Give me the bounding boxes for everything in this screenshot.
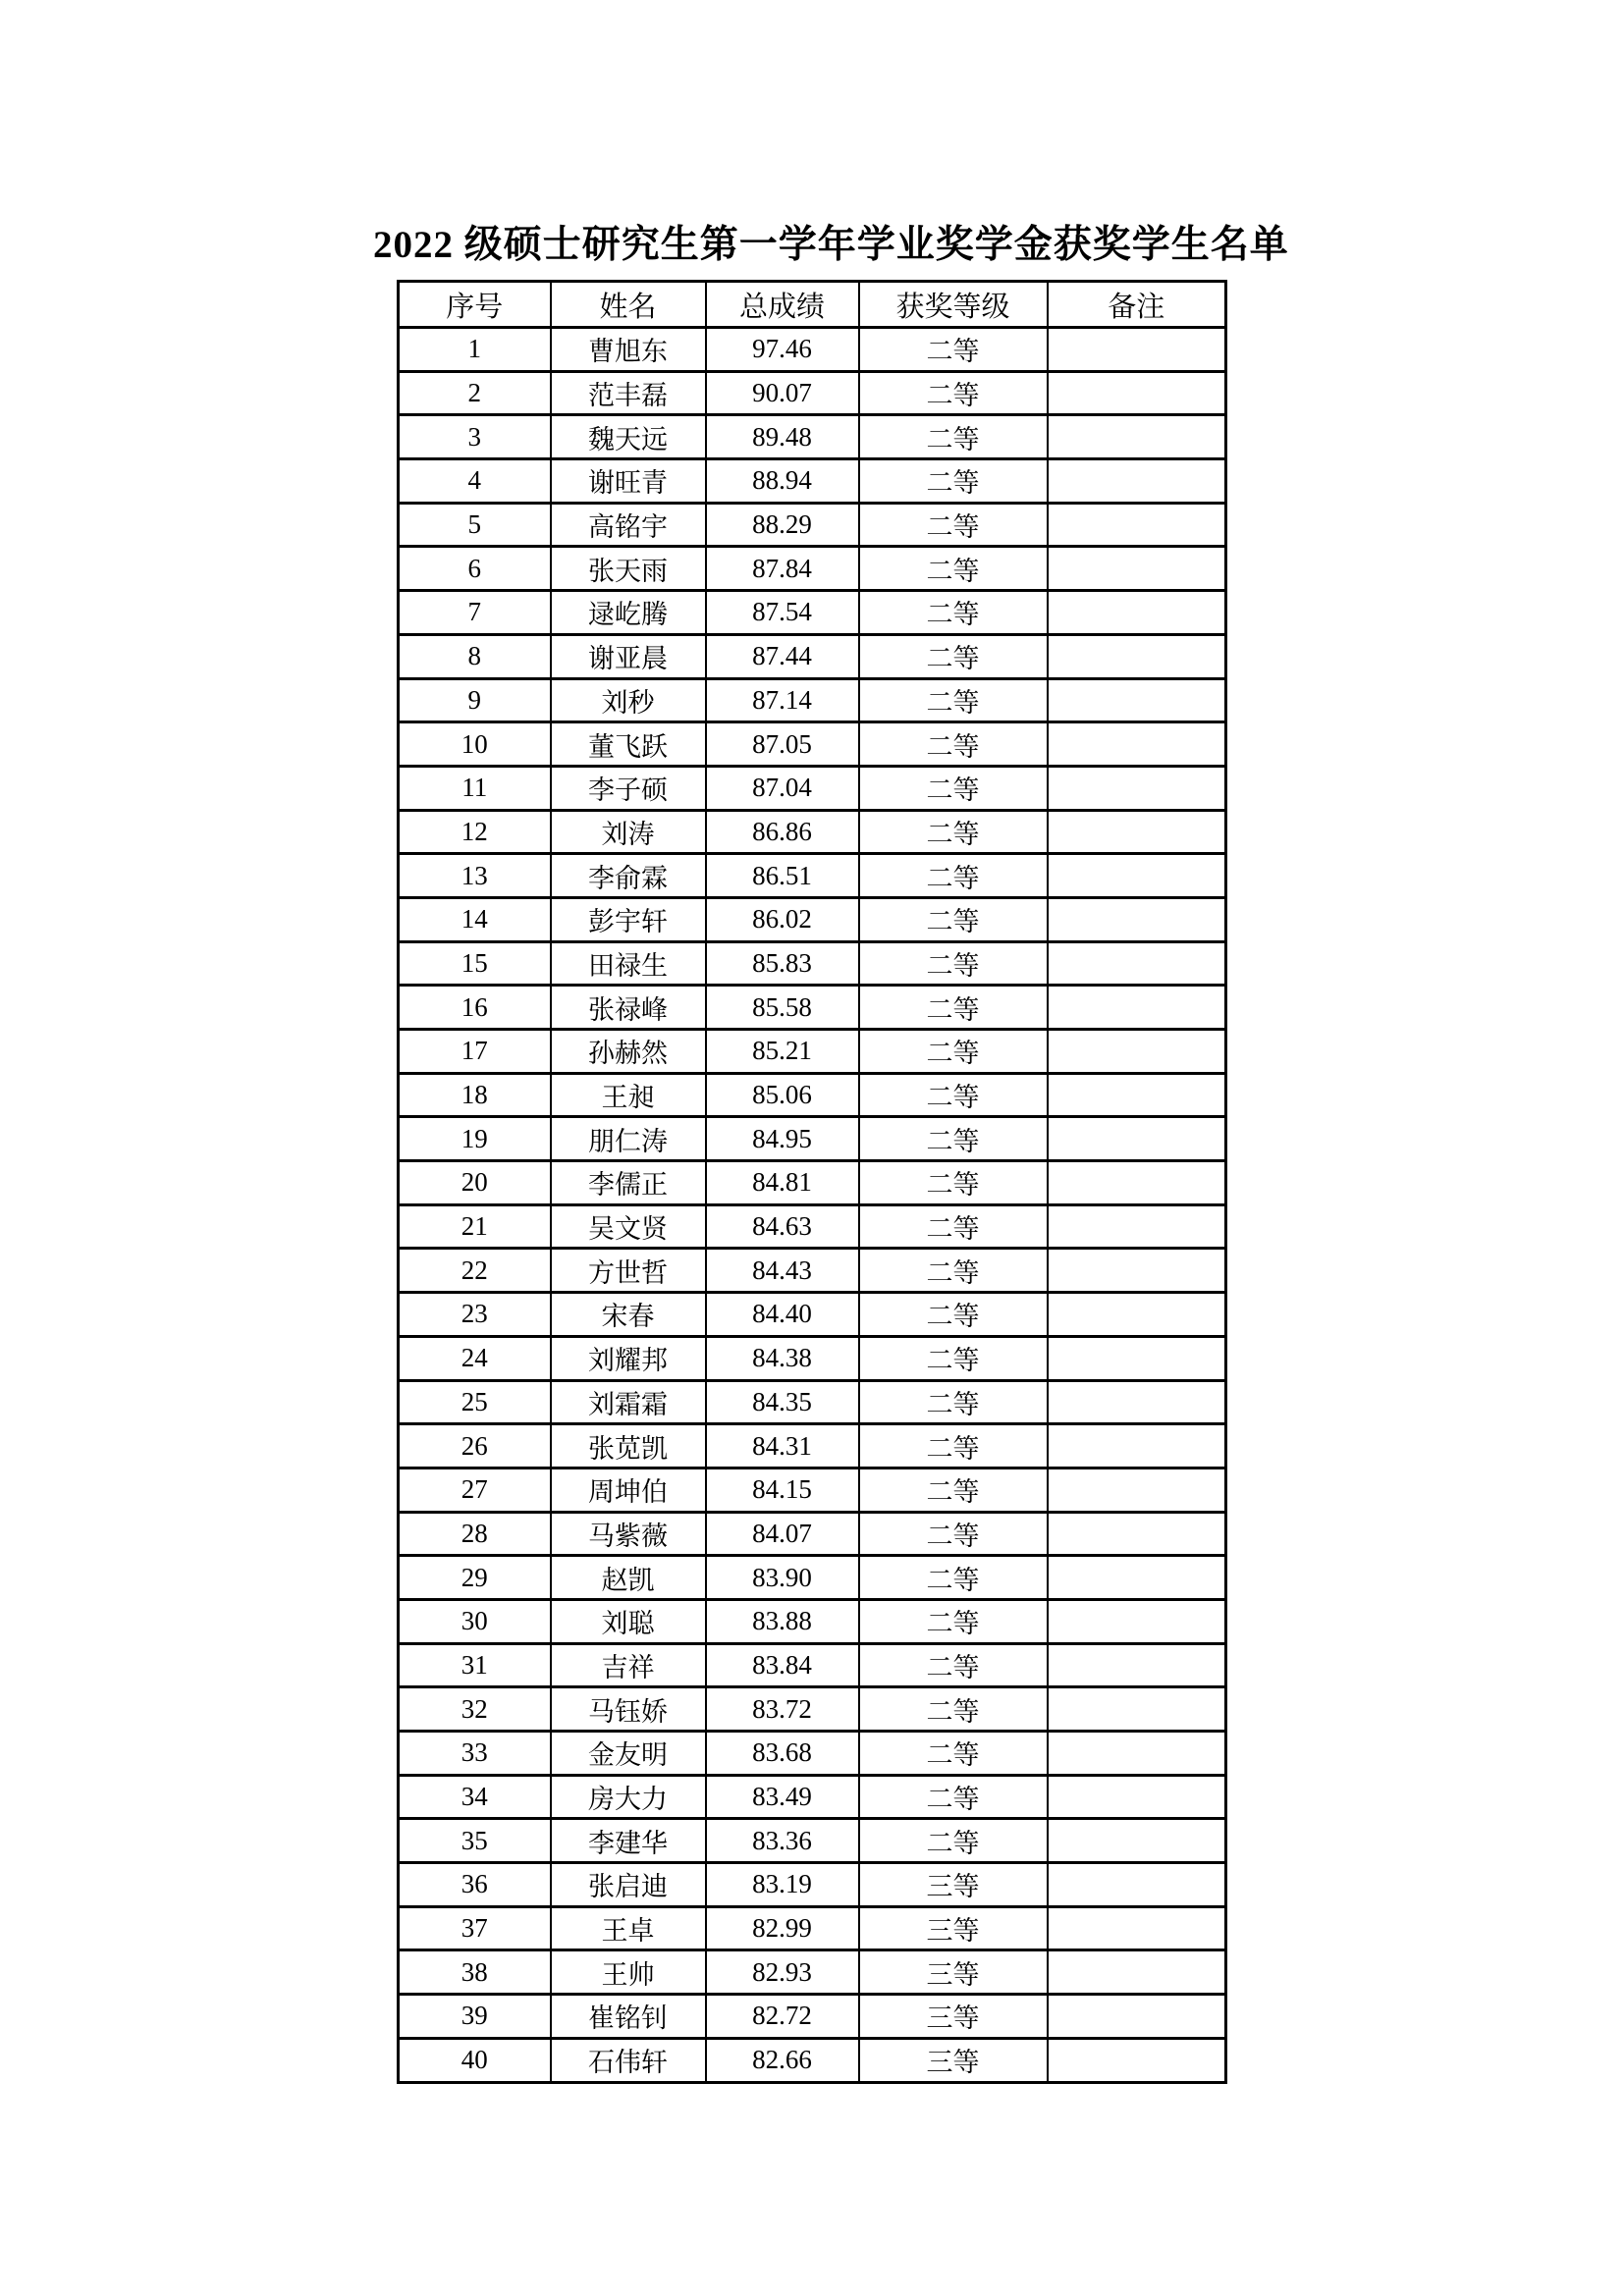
cell-name: 张启迪 xyxy=(551,1863,706,1907)
cell-no: 14 xyxy=(399,897,551,941)
cell-level: 二等 xyxy=(859,854,1048,898)
cell-no: 20 xyxy=(399,1161,551,1205)
table-row xyxy=(399,1161,1226,1205)
cell-score: 88.29 xyxy=(706,503,859,547)
cell-score: 97.46 xyxy=(706,328,859,372)
cell-level: 二等 xyxy=(859,1599,1048,1643)
cell-no: 6 xyxy=(399,547,551,591)
cell-level: 二等 xyxy=(859,897,1048,941)
table-row xyxy=(399,547,1226,591)
cell-level: 二等 xyxy=(859,1073,1048,1117)
cell-name: 房大力 xyxy=(551,1775,706,1819)
table-row xyxy=(399,1863,1226,1907)
cell-name: 逯屹腾 xyxy=(551,591,706,635)
table-row xyxy=(399,371,1226,415)
cell-name: 刘秒 xyxy=(551,678,706,722)
cell-score: 85.06 xyxy=(706,1073,859,1117)
cell-no: 38 xyxy=(399,1950,551,1995)
cell-score: 84.95 xyxy=(706,1117,859,1161)
cell-score: 84.81 xyxy=(706,1161,859,1205)
cell-score: 83.72 xyxy=(706,1687,859,1732)
cell-remark xyxy=(1048,547,1226,591)
document-title: 2022 级硕士研究生第一学年学业奖学金获奖学生名单 xyxy=(373,224,1289,266)
cell-no: 1 xyxy=(399,328,551,372)
table-body xyxy=(399,328,1226,2083)
cell-name: 李俞霖 xyxy=(551,854,706,898)
cell-level: 二等 xyxy=(859,1249,1048,1293)
cell-remark xyxy=(1048,371,1226,415)
cell-no: 40 xyxy=(399,2038,551,2082)
cell-level: 三等 xyxy=(859,1995,1048,2039)
cell-name: 魏天远 xyxy=(551,415,706,459)
cell-name: 刘聪 xyxy=(551,1599,706,1643)
cell-remark xyxy=(1048,1556,1226,1600)
cell-no: 35 xyxy=(399,1819,551,1863)
table-row xyxy=(399,1424,1226,1468)
cell-remark xyxy=(1048,591,1226,635)
cell-name: 马钰娇 xyxy=(551,1687,706,1732)
cell-name: 崔铭钊 xyxy=(551,1995,706,2039)
table-row xyxy=(399,1995,1226,2039)
header-remark: 备注 xyxy=(1048,282,1226,328)
table-row xyxy=(399,1775,1226,1819)
table-row xyxy=(399,722,1226,767)
cell-score: 89.48 xyxy=(706,415,859,459)
cell-level: 二等 xyxy=(859,1468,1048,1512)
table-row xyxy=(399,1380,1226,1424)
cell-level: 二等 xyxy=(859,1424,1048,1468)
cell-no: 17 xyxy=(399,1030,551,1074)
cell-score: 87.05 xyxy=(706,722,859,767)
table-row xyxy=(399,941,1226,986)
cell-name: 张天雨 xyxy=(551,547,706,591)
cell-no: 16 xyxy=(399,986,551,1030)
table-row xyxy=(399,1732,1226,1776)
cell-name: 孙赫然 xyxy=(551,1030,706,1074)
cell-level: 二等 xyxy=(859,1556,1048,1600)
cell-score: 87.84 xyxy=(706,547,859,591)
cell-level: 三等 xyxy=(859,2038,1048,2082)
table-row xyxy=(399,459,1226,504)
cell-no: 33 xyxy=(399,1732,551,1776)
cell-no: 10 xyxy=(399,722,551,767)
cell-remark xyxy=(1048,941,1226,986)
table-row xyxy=(399,328,1226,372)
cell-score: 90.07 xyxy=(706,371,859,415)
table-row xyxy=(399,1073,1226,1117)
cell-name: 田禄生 xyxy=(551,941,706,986)
cell-name: 石伟轩 xyxy=(551,2038,706,2082)
cell-remark xyxy=(1048,1293,1226,1337)
cell-no: 29 xyxy=(399,1556,551,1600)
table-row xyxy=(399,1599,1226,1643)
table-row xyxy=(399,503,1226,547)
cell-level: 二等 xyxy=(859,678,1048,722)
cell-no: 23 xyxy=(399,1293,551,1337)
cell-remark xyxy=(1048,1687,1226,1732)
cell-no: 9 xyxy=(399,678,551,722)
cell-name: 王昶 xyxy=(551,1073,706,1117)
cell-name: 宋春 xyxy=(551,1293,706,1337)
header-name: 姓名 xyxy=(551,282,706,328)
cell-remark xyxy=(1048,854,1226,898)
cell-score: 85.21 xyxy=(706,1030,859,1074)
table-row xyxy=(399,1468,1226,1512)
cell-remark xyxy=(1048,1512,1226,1556)
cell-name: 张禄峰 xyxy=(551,986,706,1030)
cell-name: 方世哲 xyxy=(551,1249,706,1293)
cell-score: 86.51 xyxy=(706,854,859,898)
table-row xyxy=(399,854,1226,898)
cell-no: 25 xyxy=(399,1380,551,1424)
cell-score: 87.54 xyxy=(706,591,859,635)
cell-name: 刘涛 xyxy=(551,810,706,854)
cell-name: 董飞跃 xyxy=(551,722,706,767)
header-no: 序号 xyxy=(399,282,551,328)
table-row xyxy=(399,591,1226,635)
cell-remark xyxy=(1048,810,1226,854)
cell-level: 二等 xyxy=(859,459,1048,504)
cell-no: 8 xyxy=(399,634,551,678)
cell-score: 84.31 xyxy=(706,1424,859,1468)
cell-level: 二等 xyxy=(859,1512,1048,1556)
cell-score: 82.66 xyxy=(706,2038,859,2082)
cell-level: 二等 xyxy=(859,810,1048,854)
cell-score: 83.19 xyxy=(706,1863,859,1907)
cell-remark xyxy=(1048,1336,1226,1380)
cell-no: 36 xyxy=(399,1863,551,1907)
cell-level: 二等 xyxy=(859,328,1048,372)
cell-name: 吉祥 xyxy=(551,1643,706,1687)
cell-score: 84.07 xyxy=(706,1512,859,1556)
cell-remark xyxy=(1048,1819,1226,1863)
cell-remark xyxy=(1048,1073,1226,1117)
table-row xyxy=(399,986,1226,1030)
cell-name: 刘耀邦 xyxy=(551,1336,706,1380)
cell-remark xyxy=(1048,415,1226,459)
table-row xyxy=(399,1336,1226,1380)
cell-remark xyxy=(1048,1950,1226,1995)
table-row xyxy=(399,678,1226,722)
cell-remark xyxy=(1048,459,1226,504)
scholarship-table xyxy=(397,280,1227,2084)
cell-no: 11 xyxy=(399,766,551,810)
table-row xyxy=(399,766,1226,810)
cell-remark xyxy=(1048,1204,1226,1249)
cell-level: 二等 xyxy=(859,547,1048,591)
cell-remark xyxy=(1048,1030,1226,1074)
cell-remark xyxy=(1048,678,1226,722)
cell-name: 范丰磊 xyxy=(551,371,706,415)
cell-name: 彭宇轩 xyxy=(551,897,706,941)
cell-remark xyxy=(1048,986,1226,1030)
cell-level: 二等 xyxy=(859,415,1048,459)
header-score: 总成绩 xyxy=(706,282,859,328)
table-row xyxy=(399,1204,1226,1249)
table-row xyxy=(399,1512,1226,1556)
cell-no: 28 xyxy=(399,1512,551,1556)
cell-no: 24 xyxy=(399,1336,551,1380)
cell-level: 二等 xyxy=(859,1117,1048,1161)
cell-level: 二等 xyxy=(859,371,1048,415)
table-row xyxy=(399,1293,1226,1337)
cell-name: 周坤伯 xyxy=(551,1468,706,1512)
cell-level: 三等 xyxy=(859,1950,1048,1995)
cell-score: 83.88 xyxy=(706,1599,859,1643)
cell-no: 5 xyxy=(399,503,551,547)
cell-level: 三等 xyxy=(859,1863,1048,1907)
table-row xyxy=(399,1687,1226,1732)
cell-no: 34 xyxy=(399,1775,551,1819)
cell-name: 吴文贤 xyxy=(551,1204,706,1249)
cell-score: 82.93 xyxy=(706,1950,859,1995)
cell-name: 马紫薇 xyxy=(551,1512,706,1556)
cell-name: 王帅 xyxy=(551,1950,706,1995)
cell-level: 二等 xyxy=(859,591,1048,635)
cell-level: 二等 xyxy=(859,766,1048,810)
cell-remark xyxy=(1048,766,1226,810)
cell-no: 32 xyxy=(399,1687,551,1732)
cell-no: 22 xyxy=(399,1249,551,1293)
cell-level: 二等 xyxy=(859,634,1048,678)
cell-remark xyxy=(1048,1599,1226,1643)
cell-name: 高铭宇 xyxy=(551,503,706,547)
cell-remark xyxy=(1048,1468,1226,1512)
cell-remark xyxy=(1048,634,1226,678)
cell-remark xyxy=(1048,1424,1226,1468)
table-row xyxy=(399,415,1226,459)
cell-score: 84.15 xyxy=(706,1468,859,1512)
cell-no: 37 xyxy=(399,1906,551,1950)
cell-score: 85.58 xyxy=(706,986,859,1030)
cell-no: 39 xyxy=(399,1995,551,2039)
cell-remark xyxy=(1048,328,1226,372)
cell-name: 谢旺青 xyxy=(551,459,706,504)
cell-remark xyxy=(1048,1775,1226,1819)
cell-remark xyxy=(1048,1995,1226,2039)
cell-remark xyxy=(1048,1732,1226,1776)
cell-remark xyxy=(1048,1906,1226,1950)
cell-no: 27 xyxy=(399,1468,551,1512)
cell-level: 二等 xyxy=(859,1336,1048,1380)
cell-level: 二等 xyxy=(859,1380,1048,1424)
cell-name: 谢亚晨 xyxy=(551,634,706,678)
cell-level: 二等 xyxy=(859,1687,1048,1732)
cell-name: 李儒正 xyxy=(551,1161,706,1205)
cell-level: 二等 xyxy=(859,722,1048,767)
cell-level: 二等 xyxy=(859,1643,1048,1687)
cell-no: 30 xyxy=(399,1599,551,1643)
table-header-row xyxy=(399,282,1226,328)
cell-score: 87.14 xyxy=(706,678,859,722)
cell-no: 13 xyxy=(399,854,551,898)
cell-no: 12 xyxy=(399,810,551,854)
cell-score: 84.63 xyxy=(706,1204,859,1249)
cell-level: 二等 xyxy=(859,986,1048,1030)
cell-level: 二等 xyxy=(859,941,1048,986)
cell-score: 86.02 xyxy=(706,897,859,941)
cell-score: 86.86 xyxy=(706,810,859,854)
cell-score: 83.68 xyxy=(706,1732,859,1776)
cell-level: 三等 xyxy=(859,1906,1048,1950)
table-row xyxy=(399,1950,1226,1995)
cell-level: 二等 xyxy=(859,1819,1048,1863)
cell-name: 李子硕 xyxy=(551,766,706,810)
cell-no: 3 xyxy=(399,415,551,459)
cell-score: 83.36 xyxy=(706,1819,859,1863)
cell-remark xyxy=(1048,1380,1226,1424)
table-row xyxy=(399,2038,1226,2082)
cell-level: 二等 xyxy=(859,503,1048,547)
cell-name: 张苋凯 xyxy=(551,1424,706,1468)
cell-remark xyxy=(1048,2038,1226,2082)
cell-name: 李建华 xyxy=(551,1819,706,1863)
table-row xyxy=(399,1117,1226,1161)
cell-remark xyxy=(1048,1249,1226,1293)
cell-score: 83.84 xyxy=(706,1643,859,1687)
cell-level: 二等 xyxy=(859,1293,1048,1337)
cell-score: 82.99 xyxy=(706,1906,859,1950)
cell-no: 21 xyxy=(399,1204,551,1249)
cell-score: 83.49 xyxy=(706,1775,859,1819)
cell-score: 88.94 xyxy=(706,459,859,504)
cell-no: 26 xyxy=(399,1424,551,1468)
cell-score: 84.35 xyxy=(706,1380,859,1424)
cell-level: 二等 xyxy=(859,1204,1048,1249)
cell-remark xyxy=(1048,1117,1226,1161)
cell-score: 84.43 xyxy=(706,1249,859,1293)
table-row xyxy=(399,1643,1226,1687)
cell-remark xyxy=(1048,897,1226,941)
cell-remark xyxy=(1048,1643,1226,1687)
cell-score: 84.40 xyxy=(706,1293,859,1337)
cell-name: 赵凯 xyxy=(551,1556,706,1600)
cell-no: 2 xyxy=(399,371,551,415)
table-row xyxy=(399,1556,1226,1600)
cell-level: 二等 xyxy=(859,1732,1048,1776)
cell-remark xyxy=(1048,1863,1226,1907)
cell-name: 曹旭东 xyxy=(551,328,706,372)
table-row xyxy=(399,1249,1226,1293)
cell-remark xyxy=(1048,503,1226,547)
cell-score: 87.44 xyxy=(706,634,859,678)
cell-score: 83.90 xyxy=(706,1556,859,1600)
cell-no: 31 xyxy=(399,1643,551,1687)
cell-score: 84.38 xyxy=(706,1336,859,1380)
cell-remark xyxy=(1048,1161,1226,1205)
cell-name: 朋仁涛 xyxy=(551,1117,706,1161)
header-level: 获奖等级 xyxy=(859,282,1048,328)
table-row xyxy=(399,1819,1226,1863)
cell-no: 19 xyxy=(399,1117,551,1161)
table-row xyxy=(399,810,1226,854)
cell-remark xyxy=(1048,722,1226,767)
cell-no: 18 xyxy=(399,1073,551,1117)
table-row xyxy=(399,897,1226,941)
cell-score: 82.72 xyxy=(706,1995,859,2039)
table-row xyxy=(399,634,1226,678)
table-row xyxy=(399,1906,1226,1950)
cell-level: 二等 xyxy=(859,1161,1048,1205)
cell-no: 4 xyxy=(399,459,551,504)
cell-score: 87.04 xyxy=(706,766,859,810)
cell-no: 7 xyxy=(399,591,551,635)
cell-no: 15 xyxy=(399,941,551,986)
cell-score: 85.83 xyxy=(706,941,859,986)
table-row xyxy=(399,1030,1226,1074)
cell-name: 金友明 xyxy=(551,1732,706,1776)
cell-level: 二等 xyxy=(859,1030,1048,1074)
cell-name: 刘霜霜 xyxy=(551,1380,706,1424)
cell-level: 二等 xyxy=(859,1775,1048,1819)
cell-name: 王卓 xyxy=(551,1906,706,1950)
